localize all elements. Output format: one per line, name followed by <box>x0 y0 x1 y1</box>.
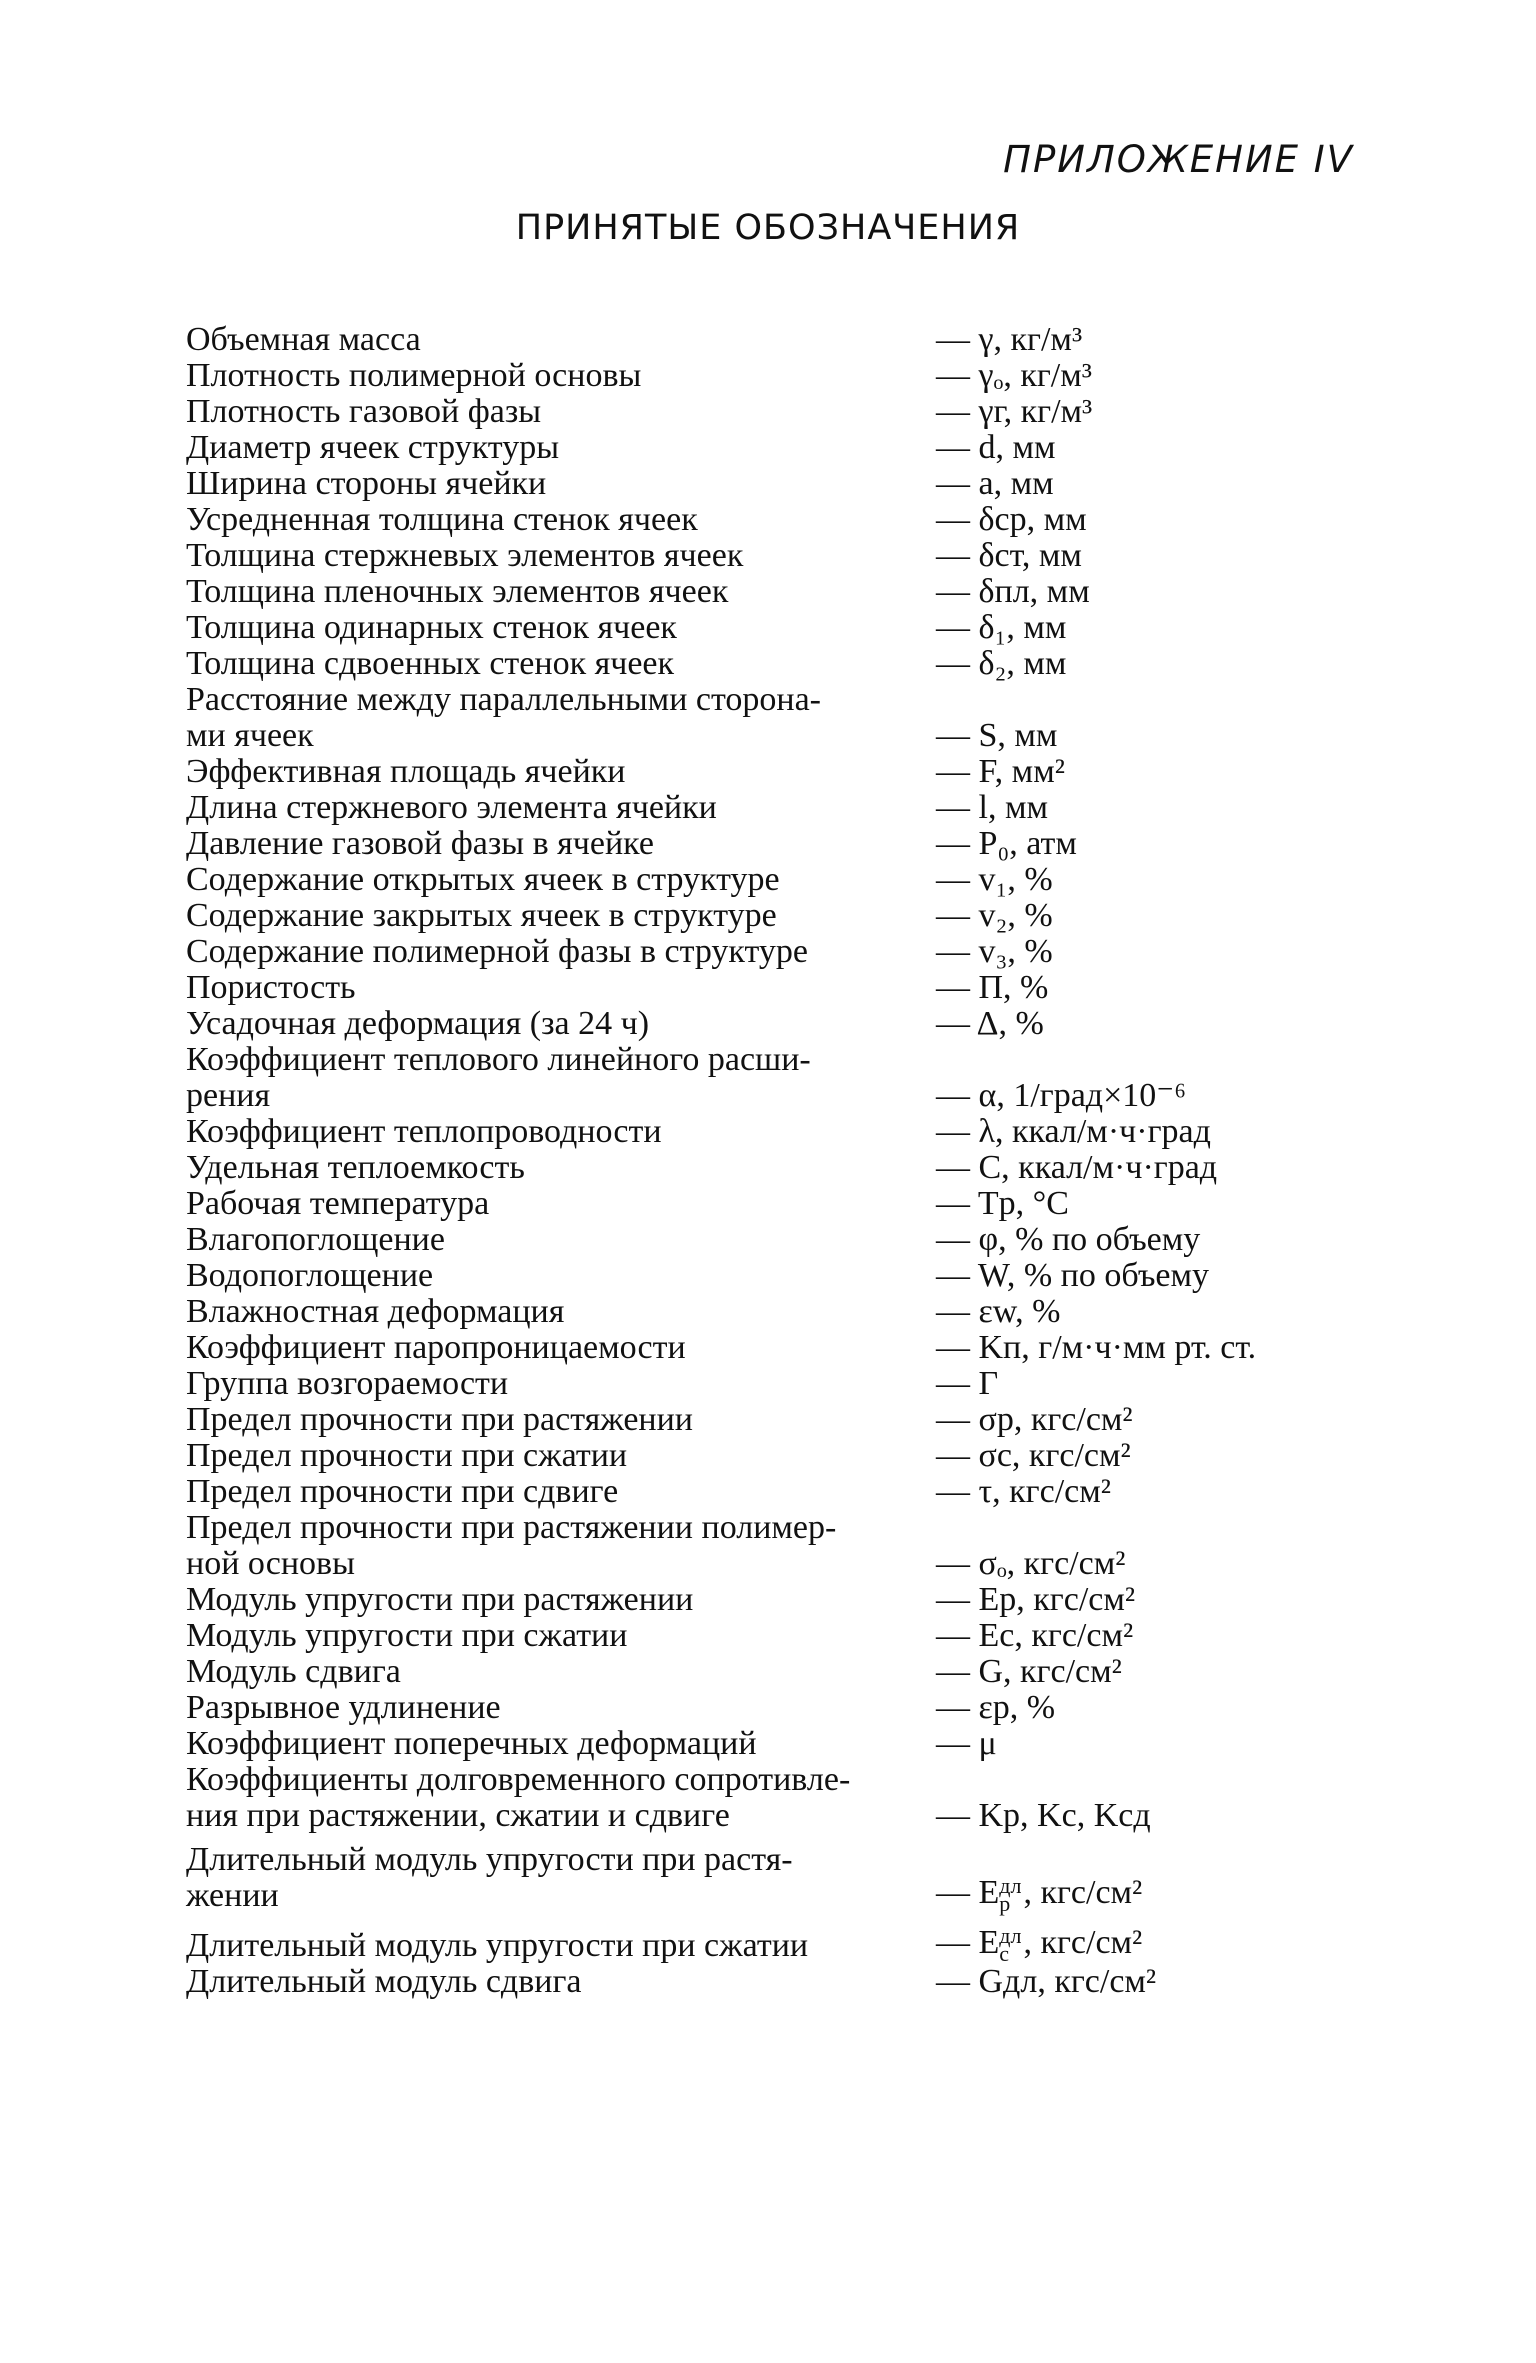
entry-name: Предел прочности при сжатии <box>186 1437 628 1474</box>
entry-name: Коэффициент паропроницаемости <box>186 1329 686 1366</box>
notation-entry <box>186 1618 1386 1654</box>
notation-entry <box>186 682 1386 754</box>
notation-entry <box>186 1922 1386 1967</box>
entry-symbol: — S, мм <box>936 717 1058 754</box>
notation-entry <box>186 1654 1386 1690</box>
entry-symbol <box>926 1922 1143 1967</box>
notation-entry <box>186 970 1386 1006</box>
entry-symbol: — d, мм <box>936 429 1056 466</box>
symbol-letter: — E <box>936 1874 1000 1911</box>
notation-entry <box>186 574 1386 610</box>
notation-entry <box>186 1582 1386 1618</box>
entry-name: Модуль упругости при сжатии <box>186 1617 628 1654</box>
notation-entry <box>186 934 1386 970</box>
entry-name: Влагопоглощение <box>186 1221 445 1258</box>
notation-entry <box>186 1438 1386 1474</box>
entry-symbol: — a, мм <box>936 465 1054 502</box>
entry-symbol: — P₀, атм <box>936 825 1077 862</box>
entry-symbol: — Tр, °С <box>936 1185 1069 1222</box>
entry-name: Группа возгораемости <box>186 1365 509 1402</box>
entry-name: Длина стержневого элемента ячейки <box>186 789 717 826</box>
entry-name: Разрывное удлинение <box>186 1689 501 1726</box>
entry-symbol: — γₒ, кг/м³ <box>936 357 1092 394</box>
entry-symbol: — Г <box>936 1365 999 1402</box>
notation-entry <box>186 1114 1386 1150</box>
symbol-indices <box>999 1923 1022 1967</box>
entry-name: Длительный модуль упругости при растя- жении <box>186 1841 793 1914</box>
entry-name: Коэффициент теплопроводности <box>186 1113 662 1150</box>
entry-symbol: — σₒ, кгс/см² <box>936 1545 1126 1582</box>
symbol-unit: , кгс/см² <box>1023 1874 1143 1911</box>
entry-symbol: — G, кгс/см² <box>936 1653 1122 1690</box>
notation-entry <box>186 1726 1386 1762</box>
entry-name: Длительный модуль сдвига <box>186 1963 582 2000</box>
notation-entry <box>186 1762 1386 1834</box>
entry-symbol: — δ₂, мм <box>936 645 1067 682</box>
notation-entry <box>186 646 1386 682</box>
entry-symbol: — Eс, кгс/см² <box>936 1617 1134 1654</box>
superscript: дл <box>999 1873 1022 1899</box>
entry-symbol: — εр, % <box>936 1689 1056 1726</box>
notation-entry <box>186 1964 1386 2000</box>
notation-entry <box>186 790 1386 826</box>
entry-symbol: — φ, % по объему <box>936 1221 1201 1258</box>
notation-entry <box>186 1690 1386 1726</box>
notation-entry <box>186 430 1386 466</box>
notation-entry <box>186 1330 1386 1366</box>
entry-symbol: — εw, % <box>936 1293 1061 1330</box>
entry-symbol: — δпл, мм <box>936 573 1090 610</box>
symbol-indices <box>999 1873 1022 1917</box>
entry-name: Содержание открытых ячеек в структуре <box>186 861 780 898</box>
notation-entry <box>186 1366 1386 1402</box>
entry-name: Коэффициенты долговременного сопротивле- ния при растяжении, сжатии и сдвиге <box>186 1761 851 1834</box>
entry-name: Плотность полимерной основы <box>186 357 642 394</box>
entry-symbol: — λ, ккал/м·ч·град <box>936 1113 1211 1150</box>
entry-name: Предел прочности при сдвиге <box>186 1473 619 1510</box>
entry-name: Коэффициент теплового линейного расши- рения <box>186 1041 811 1114</box>
appendix-label: ПРИЛОЖЕНИЕ IV <box>1003 138 1354 181</box>
entry-name: Толщина стержневых элементов ячеек <box>186 537 744 574</box>
notation-entry <box>186 538 1386 574</box>
entry-symbol: — v₃, % <box>936 933 1053 970</box>
notation-entry <box>186 1841 1386 1917</box>
notation-entry <box>186 502 1386 538</box>
entry-name: Водопоглощение <box>186 1257 434 1294</box>
entry-name: Коэффициент поперечных деформаций <box>186 1725 757 1762</box>
notation-entry <box>186 466 1386 502</box>
entry-name: Предел прочности при растяжении <box>186 1401 693 1438</box>
page-title: ПРИНЯТЫЕ ОБОЗНАЧЕНИЯ <box>515 208 1021 248</box>
entry-symbol: — F, мм² <box>936 753 1065 790</box>
notation-entry <box>186 610 1386 646</box>
notation-entry <box>186 1510 1386 1582</box>
entry-name: Усредненная толщина стенок ячеек <box>186 501 698 538</box>
notation-entry <box>186 1042 1386 1114</box>
notation-list <box>186 322 1386 2000</box>
entry-symbol: — W, % по объему <box>936 1257 1210 1294</box>
entry-symbol: — C, ккал/м·ч·град <box>936 1149 1218 1186</box>
entry-name: Пористость <box>186 969 356 1006</box>
entry-symbol: — γ, кг/м³ <box>936 321 1083 358</box>
entry-name: Предел прочности при растяжении полимер- ной основы <box>186 1509 837 1582</box>
entry-symbol: — σр, кгс/см² <box>936 1401 1133 1438</box>
subscript: р <box>999 1891 1011 1917</box>
entry-symbol: — l, мм <box>936 789 1048 826</box>
entry-symbol: — δср, мм <box>936 501 1087 538</box>
entry-name: Модуль сдвига <box>186 1653 401 1690</box>
entry-name: Диаметр ячеек структуры <box>186 429 560 466</box>
entry-name: Содержание закрытых ячеек в структуре <box>186 897 777 934</box>
notation-entry <box>186 1294 1386 1330</box>
entry-name: Рабочая температура <box>186 1185 490 1222</box>
entry-name: Содержание полимерной фазы в структуре <box>186 933 808 970</box>
notation-entry <box>186 322 1386 358</box>
entry-name: Толщина одинарных стенок ячеек <box>186 609 677 646</box>
notation-entry <box>186 1222 1386 1258</box>
entry-name: Расстояние между параллельными сторона- ми ячеек <box>186 681 821 754</box>
entry-name: Длительный модуль упругости при сжатии <box>186 1927 809 1964</box>
notation-entry <box>186 1186 1386 1222</box>
entry-name: Влажностная деформация <box>186 1293 565 1330</box>
entry-symbol: — Kр, Kс, Kсд <box>936 1797 1151 1834</box>
entry-symbol: — γг, кг/м³ <box>936 393 1093 430</box>
entry-name: Толщина пленочных элементов ячеек <box>186 573 729 610</box>
entry-name: Усадочная деформация (за 24 ч) <box>186 1005 650 1042</box>
entry-symbol: — П, % <box>936 969 1049 1006</box>
entry-name: Ширина стороны ячейки <box>186 465 547 502</box>
entry-name: Удельная теплоемкость <box>186 1149 525 1186</box>
notation-entry <box>186 1402 1386 1438</box>
entry-symbol: — α, 1/град×10⁻⁶ <box>936 1077 1187 1114</box>
symbol-letter: — E <box>936 1924 1000 1961</box>
entry-symbol: — τ, кгс/см² <box>936 1473 1111 1510</box>
notation-entry <box>186 1258 1386 1294</box>
entry-name: Эффективная площадь ячейки <box>186 753 626 790</box>
entry-symbol: — Gдл, кгс/см² <box>936 1963 1157 2000</box>
entry-symbol: — σс, кгс/см² <box>936 1437 1131 1474</box>
entry-name: Модуль упругости при растяжении <box>186 1581 694 1618</box>
subscript: с <box>999 1941 1010 1967</box>
notation-entry <box>186 394 1386 430</box>
notation-entry <box>186 358 1386 394</box>
notation-entry <box>186 1474 1386 1510</box>
notation-entry <box>186 1150 1386 1186</box>
entry-symbol: — δст, мм <box>936 537 1082 574</box>
notation-entry <box>186 1006 1386 1042</box>
entry-symbol: — v₁, % <box>936 861 1053 898</box>
entry-symbol: — Eр, кгс/см² <box>936 1581 1136 1618</box>
entry-symbol: — Kп, г/м·ч·мм рт. ст. <box>936 1329 1257 1366</box>
entry-name: Объемная масса <box>186 321 421 358</box>
entry-name: Толщина сдвоенных стенок ячеек <box>186 645 675 682</box>
entry-symbol <box>926 1872 1143 1917</box>
entry-name: Плотность газовой фазы <box>186 393 542 430</box>
entry-name: Давление газовой фазы в ячейке <box>186 825 654 862</box>
notation-entry <box>186 826 1386 862</box>
entry-symbol: — Δ, % <box>936 1005 1044 1042</box>
superscript: дл <box>999 1923 1022 1949</box>
symbol-unit: , кгс/см² <box>1023 1924 1143 1961</box>
entry-symbol: — v₂, % <box>936 897 1053 934</box>
notation-entry <box>186 898 1386 934</box>
notation-entry <box>186 754 1386 790</box>
entry-symbol: — μ <box>936 1725 997 1762</box>
notation-entry <box>186 862 1386 898</box>
entry-symbol: — δ₁, мм <box>936 609 1067 646</box>
